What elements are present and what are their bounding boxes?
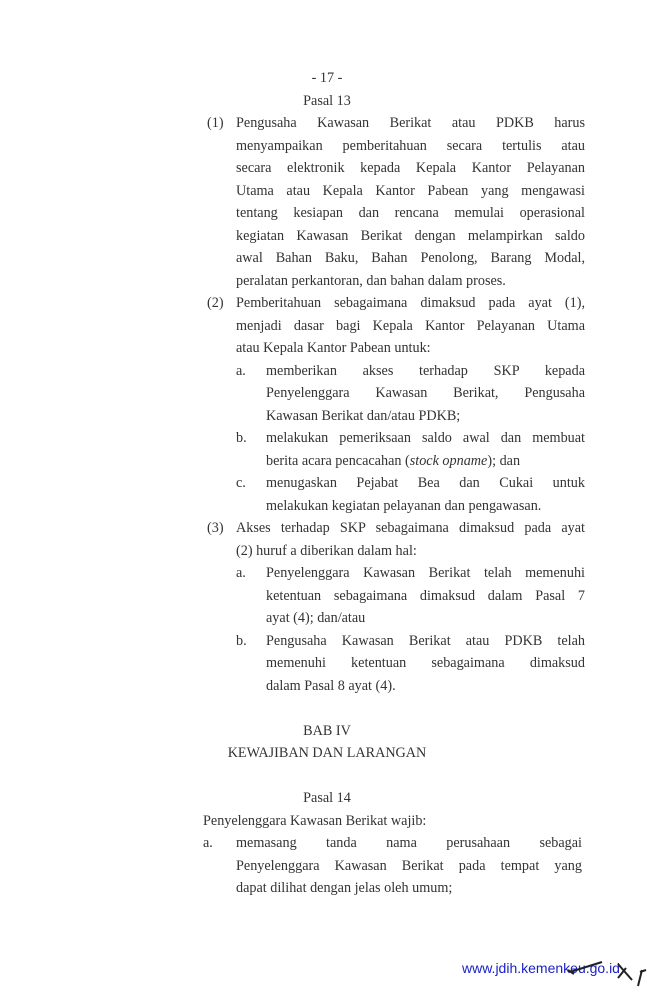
sub-line	[0, 562, 654, 585]
sub-label	[236, 675, 266, 698]
line-text: (2) huruf a diberikan dalam hal:	[236, 542, 417, 559]
para-label	[207, 315, 236, 338]
sub-label	[236, 495, 266, 518]
italic-term: stock opname	[409, 452, 488, 469]
line-text: Pengusaha Kawasan Berikat atau PDKB harus	[236, 115, 585, 131]
sub-line	[0, 450, 654, 473]
sub-line	[0, 405, 654, 428]
line-text: awal Bahan Baku, Bahan Penolong, Barang Modal,	[236, 250, 585, 266]
line-text: menjadi dasar bagi Kepala Kantor Pelayanan Utama	[236, 317, 585, 334]
item-line	[0, 877, 654, 900]
sub-line	[0, 360, 654, 383]
para-line	[0, 247, 654, 270]
line-text: atau Kepala Kantor Pabean untuk:	[236, 340, 431, 356]
para-line	[0, 337, 654, 360]
sub-label	[236, 382, 266, 405]
sub-label	[236, 405, 266, 428]
sub-line	[0, 652, 654, 675]
line-text: Pemberitahuan sebagaimana dimaksud pada ayat (1),	[236, 295, 585, 311]
para-line	[0, 157, 654, 180]
line-text: memenuhi ketentuan sebagaimana dimaksud	[266, 655, 585, 671]
text-segment: ); dan	[487, 452, 521, 469]
para-label	[207, 270, 236, 293]
line-text: memberikan akses terhadap SKP kepada	[266, 362, 585, 379]
line-text: ayat (4); dan/atau	[266, 610, 366, 626]
line-text: memasang tanda nama perusahaan sebagai	[236, 835, 582, 851]
para-label: (3)	[207, 520, 224, 536]
sub-label	[236, 607, 266, 630]
page-number: - 17 -	[311, 70, 343, 86]
sub-line	[0, 427, 654, 450]
line-text: Penyelenggara Kawasan Berikat pada tempat yang	[236, 857, 582, 874]
para-label: (2)	[207, 295, 224, 311]
line-text: Kawasan Berikat dan/atau PDKB;	[266, 407, 461, 424]
line-text: ketentuan sebagaimana dimaksud dalam Pasal 7	[266, 587, 585, 604]
para-label	[207, 247, 236, 270]
line-text: melakukan pemeriksaan saldo awal dan membuat	[266, 430, 585, 446]
line-text: Penyelenggara Kawasan Berikat telah memenuhi	[266, 565, 585, 581]
item-line	[0, 832, 654, 855]
heading: Pasal 13	[303, 92, 351, 109]
sub-label	[236, 585, 266, 608]
sub-label: c.	[236, 475, 246, 491]
heading: KEWAJIBAN DAN LARANGAN	[227, 745, 427, 761]
para-line	[0, 540, 654, 563]
para-line	[0, 270, 654, 293]
para-label	[207, 180, 236, 203]
line-text: tentang kesiapan dan rencana memulai operasional	[236, 205, 585, 221]
sub-label: b.	[236, 430, 247, 446]
para-label	[207, 540, 236, 563]
line-text: peralatan perkantoran, dan bahan dalam proses.	[236, 272, 506, 289]
line-text: Pengusaha Kawasan Berikat atau PDKB telah	[266, 632, 585, 649]
line-text	[266, 450, 585, 473]
para-line	[0, 135, 654, 158]
para-label	[207, 157, 236, 180]
item-label	[203, 855, 236, 878]
sub-line	[0, 472, 654, 495]
para-line	[0, 517, 654, 540]
line-text: Akses terhadap SKP sebagaimana dimaksud pada ayat	[236, 520, 585, 536]
line-text: menugaskan Pejabat Bea dan Cukai untuk	[266, 475, 585, 491]
item-label: a.	[203, 835, 213, 851]
sub-line	[0, 630, 654, 653]
line-text: Utama atau Kepala Kantor Pabean yang mengawasi	[236, 182, 585, 199]
item-label	[203, 877, 236, 900]
sub-label: b.	[236, 632, 247, 649]
sub-line	[0, 585, 654, 608]
line-text: kegiatan Kawasan Berikat dengan melampirkan saldo	[236, 227, 585, 244]
spacer	[0, 697, 654, 720]
line-text: dalam Pasal 8 ayat (4).	[266, 677, 396, 694]
para-line	[0, 292, 654, 315]
line-text: Penyelenggara Kawasan Berikat, Pengusaha	[266, 385, 585, 401]
heading: Pasal 14	[303, 790, 351, 806]
line-text: melakukan kegiatan pelayanan dan pengawasan.	[266, 497, 542, 514]
line-text: secara elektronik kepada Kepala Kantor Pelayanan	[236, 160, 585, 176]
heading: BAB IV	[303, 722, 351, 739]
sub-line	[0, 495, 654, 518]
footer-url[interactable]: www.jdih.kemenkeu.go.id	[462, 960, 620, 976]
sub-label	[236, 450, 266, 473]
para-line	[0, 112, 654, 135]
para-line	[0, 225, 654, 248]
para-label	[207, 225, 236, 248]
para-line	[0, 315, 654, 338]
spacer	[0, 765, 654, 788]
sub-label	[236, 652, 266, 675]
sub-line	[0, 382, 654, 405]
sub-line	[0, 607, 654, 630]
sub-label: a.	[236, 362, 246, 379]
handwritten-initials	[560, 950, 650, 990]
para-line	[0, 180, 654, 203]
sub-line	[0, 675, 654, 698]
item-line	[0, 855, 654, 878]
line-text: dapat dilihat dengan jelas oleh umum;	[236, 880, 453, 896]
line-text: menyampaikan pemberitahuan secara tertulis atau	[236, 137, 585, 154]
para-label	[207, 135, 236, 158]
para-label: (1)	[207, 115, 224, 131]
document-page	[0, 67, 654, 900]
sub-label: a.	[236, 565, 246, 581]
para-line	[0, 202, 654, 225]
para-label	[207, 202, 236, 225]
text-segment: berita acara pencacahan (	[266, 452, 410, 469]
paragraph-text: Penyelenggara Kawasan Berikat wajib:	[203, 812, 427, 829]
para-label	[207, 337, 236, 360]
